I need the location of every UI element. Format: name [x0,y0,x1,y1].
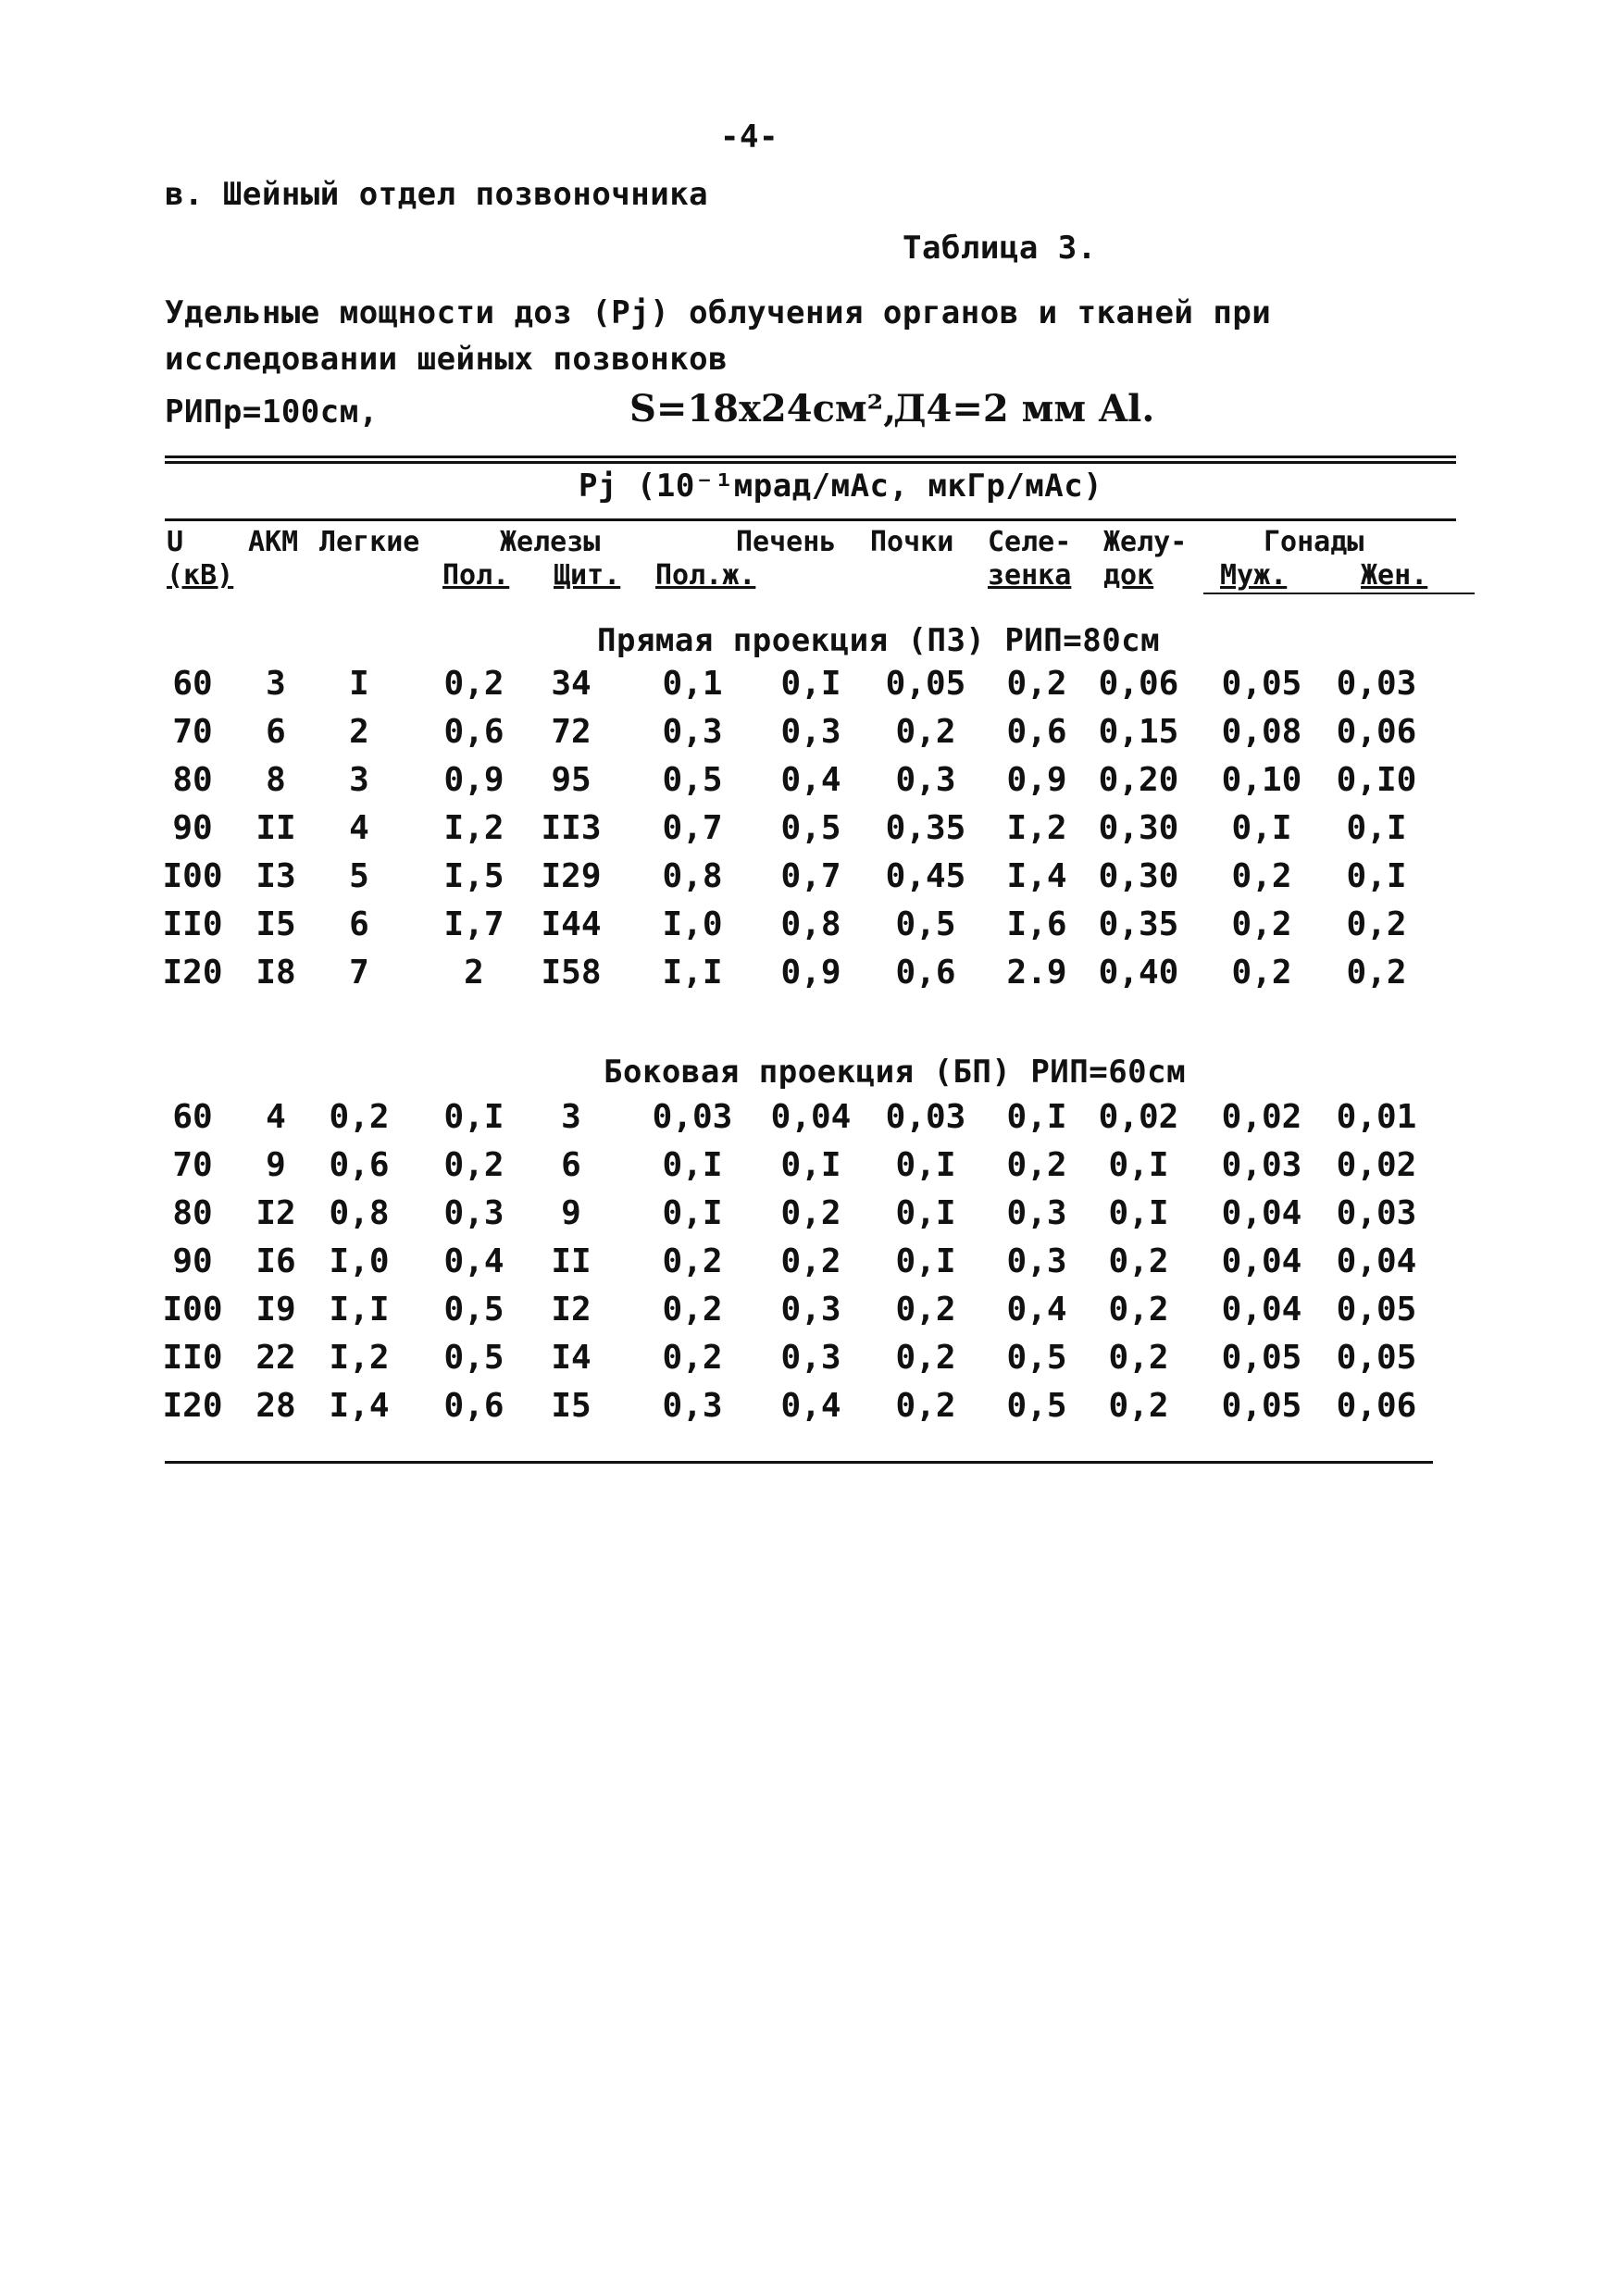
table-label: Таблица 3. [903,230,1097,267]
field-size-parameter: S=18x24см², [629,387,897,430]
table-cell: 0,I [1346,809,1407,847]
table-cell: I3 [255,857,296,895]
table-cell: 0,3 [895,761,956,799]
table-cell: 0,2 [780,1242,841,1280]
table-cell: 0,I [1108,1146,1169,1184]
table-cell: I29 [541,857,602,895]
table-cell: 0,06 [1336,1387,1417,1425]
table-cell: 0,2 [895,1291,956,1329]
table-cell: 0,05 [1336,1339,1417,1377]
table-cell: 0,2 [780,1194,841,1232]
table-cell: 0,40 [1098,954,1179,992]
table-cell: 0,I [780,665,841,703]
table-cell: 0,03 [1336,665,1417,703]
table-cell: 0,2 [662,1242,723,1280]
col-lungs: Легкие [319,526,420,558]
table-cell: 0,1 [662,665,723,703]
col-glands: Железы [500,526,601,558]
table-cell: 0,4 [780,761,841,799]
table-cell: 0,5 [662,761,723,799]
table-cell: 0,I [895,1194,956,1232]
table-cell: 0,4 [443,1242,504,1280]
table-cell: 70 [172,713,213,751]
col-akm: АКМ [248,526,299,558]
table-cell: 0,9 [1006,761,1067,799]
table-cell: I,0 [329,1242,390,1280]
table-cell: 0,35 [885,809,966,847]
table-cell: 0,05 [1221,665,1302,703]
table-cell: 80 [172,761,213,799]
table-cell: 0,I [1231,809,1292,847]
table-top-rule [165,455,1456,458]
table-cell: 0,2 [895,1339,956,1377]
table-cell: 0,02 [1221,1098,1302,1136]
table-cell: I00 [162,1291,223,1329]
table-cell: 0,6 [443,713,504,751]
table-cell: 0,5 [443,1339,504,1377]
col-stomach-2: док [1103,559,1154,592]
table-cell: 0,02 [1336,1146,1417,1184]
table-cell: I,2 [329,1339,390,1377]
table-cell: 2 [349,713,369,751]
table-cell: 22 [255,1339,296,1377]
table-cell: 0,7 [662,809,723,847]
table-cell: I,5 [443,857,504,895]
table-cell: I5 [255,905,296,943]
table-cell: 0,2 [1006,1146,1067,1184]
table-cell: 0,I [1006,1098,1067,1136]
table-cell: 0,5 [1006,1339,1067,1377]
table-cell: 72 [551,713,592,751]
col-kidneys: Почки [870,526,954,558]
table-cell: 0,30 [1098,809,1179,847]
table-cell: 0,3 [780,713,841,751]
col-gland-parathyroid: Пол.ж. [655,559,756,592]
table-cell: 0,02 [1098,1098,1179,1136]
table-bottom-rule [165,1461,1433,1464]
table-cell: 0,05 [885,665,966,703]
table-cell: 0,2 [1108,1387,1169,1425]
table-cell: I2 [551,1291,592,1329]
table-cell: 6 [349,905,369,943]
table-cell: 0,I [662,1146,723,1184]
table-cell: 95 [551,761,592,799]
table-cell: 0,3 [662,1387,723,1425]
col-liver: Печень [736,526,837,558]
table-cell: I,2 [1006,809,1067,847]
table-cell: 0,I [780,1146,841,1184]
ripr-parameter: РИПр=100см, [165,393,379,430]
table-cell: 0,2 [662,1339,723,1377]
table-cell: 0,5 [780,809,841,847]
table-cell: I,4 [1006,857,1067,895]
table-cell: 0,30 [1098,857,1179,895]
gonads-subrule [1203,593,1475,594]
table-cell: I5 [551,1387,592,1425]
table-cell: 0,35 [1098,905,1179,943]
table-cell: 0,2 [662,1291,723,1329]
table-cell: 0,03 [885,1098,966,1136]
table-cell: 0,05 [1221,1339,1302,1377]
table-cell: 0,45 [885,857,966,895]
col-gland-thyroid: Щит. [554,559,621,592]
table-cell: 90 [172,1242,213,1280]
table-cell: 80 [172,1194,213,1232]
table-cell: 0,04 [1221,1291,1302,1329]
table-cell: 0,15 [1098,713,1179,751]
table-cell: 0,8 [780,905,841,943]
table-cell: I4 [551,1339,592,1377]
table-cell: II0 [162,905,223,943]
table-cell: 0,05 [1221,1387,1302,1425]
table-cell: 0,03 [652,1098,733,1136]
table-cell: 0,04 [1221,1194,1302,1232]
table-cell: II0 [162,1339,223,1377]
col-spleen-2: зенка [988,559,1072,592]
table-cell: II [551,1242,592,1280]
col-u: U [167,526,184,558]
table-cell: 0,2 [443,1146,504,1184]
table-cell: 70 [172,1146,213,1184]
table-cell: I6 [255,1242,296,1280]
table-cell: 0,3 [1006,1242,1067,1280]
col-gonads-f: Жен. [1361,559,1428,592]
table-cell: 6 [561,1146,581,1184]
table-cell: 0,01 [1336,1098,1417,1136]
table-cell: 0,2 [1108,1339,1169,1377]
table-cell: II3 [541,809,602,847]
table-cell: 0,04 [1336,1242,1417,1280]
filter-parameter: Д4=2 мм Al. [893,387,1155,430]
table-cell: 0,04 [1221,1242,1302,1280]
section-title-pz: Прямая проекция (ПЗ) РИП=80см [597,622,1161,659]
table-cell: 2.9 [1006,954,1067,992]
table-cell: 0,06 [1098,665,1179,703]
table-cell: 0,3 [662,713,723,751]
section-heading: в. Шейный отдел позвоночника [165,176,709,213]
col-gonads-m: Муж. [1220,559,1288,592]
table-cell: 90 [172,809,213,847]
table-cell: 0,2 [1231,905,1292,943]
table-cell: I00 [162,857,223,895]
table-cell: I,I [329,1291,390,1329]
table-cell: I20 [162,954,223,992]
table-cell: 8 [266,761,286,799]
table-cell: 0,I [662,1194,723,1232]
table-cell: 0,5 [1006,1387,1067,1425]
table-cell: 0,2 [1346,954,1407,992]
table-cell: 0,6 [895,954,956,992]
table-cell: 3 [561,1098,581,1136]
table-cell: I2 [255,1194,296,1232]
table-cell: 4 [349,809,369,847]
table-cell: I,I [662,954,723,992]
table-cell: I,2 [443,809,504,847]
table-cell: 0,2 [329,1098,390,1136]
table-cell: 0,9 [780,954,841,992]
col-gland-sex: Пол. [442,559,510,592]
table-cell: 0,9 [443,761,504,799]
table-cell: 0,10 [1221,761,1302,799]
table-cell: 0,2 [1346,905,1407,943]
table-cell: 9 [266,1146,286,1184]
col-spleen: Селе- [988,526,1072,558]
table-cell: 0,6 [329,1146,390,1184]
table-cell: I44 [541,905,602,943]
table-cell: 4 [266,1098,286,1136]
table-cell: I [349,665,369,703]
table-cell: 28 [255,1387,296,1425]
table-cell: 0,I [895,1242,956,1280]
table-cell: 0,3 [780,1291,841,1329]
table-cell: I58 [541,954,602,992]
table-cell: 0,8 [329,1194,390,1232]
table-cell: I,6 [1006,905,1067,943]
col-gonads: Гонады [1264,526,1364,558]
table-cell: 0,5 [895,905,956,943]
table-cell: 3 [349,761,369,799]
table-cell: 0,2 [1108,1291,1169,1329]
table-cell: 0,2 [443,665,504,703]
table-cell: 0,I0 [1336,761,1417,799]
page-number: -4- [720,119,778,156]
table-cell: I,4 [329,1387,390,1425]
table-cell: 5 [349,857,369,895]
table-cell: 0,2 [895,1387,956,1425]
section-title-bp: Боковая проекция (БП) РИП=60см [604,1054,1187,1091]
table-cell: 7 [349,954,369,992]
table-cell: I,0 [662,905,723,943]
table-cell: 0,4 [780,1387,841,1425]
table-cell: 0,I [895,1146,956,1184]
table-cell: 0,6 [443,1387,504,1425]
table-cell: 0,8 [662,857,723,895]
col-u-unit: (кВ) [167,559,234,592]
col-stomach: Желу- [1103,526,1188,558]
table-cell: 0,08 [1221,713,1302,751]
caption-line-2: исследовании шейных позвонков [165,341,729,378]
caption-line-1: Удельные мощности доз (Pj) облучения органов и тканей при [165,294,1272,331]
table-cell: 0,5 [443,1291,504,1329]
table-cell: 0,4 [1006,1291,1067,1329]
table-cell: 0,03 [1221,1146,1302,1184]
table-cell: 0,6 [1006,713,1067,751]
table-cell: 0,20 [1098,761,1179,799]
table-cell: I9 [255,1291,296,1329]
table-cell: 0,7 [780,857,841,895]
table-cell: 2 [464,954,484,992]
table-cell: I20 [162,1387,223,1425]
table-cell: 9 [561,1194,581,1232]
table-cell: 0,06 [1336,713,1417,751]
units-rule [165,518,1456,521]
table-cell: 0,3 [780,1339,841,1377]
table-cell: 0,3 [443,1194,504,1232]
table-cell: 0,2 [1006,665,1067,703]
table-cell: 0,I [1108,1194,1169,1232]
table-cell: 60 [172,665,213,703]
table-cell: I8 [255,954,296,992]
table-top-rule-2 [165,461,1456,464]
table-cell: II [255,809,296,847]
table-cell: 60 [172,1098,213,1136]
table-cell: 34 [551,665,592,703]
table-cell: 0,04 [770,1098,852,1136]
table-cell: 0,3 [1006,1194,1067,1232]
table-cell: 0,05 [1336,1291,1417,1329]
table-cell: 0,I [1346,857,1407,895]
table-cell: 3 [266,665,286,703]
units-header: Pj (10⁻¹мрад/мАс, мкГр/мАс) [579,468,1103,505]
table-cell: 0,2 [1231,954,1292,992]
table-cell: 6 [266,713,286,751]
table-cell: 0,I [443,1098,504,1136]
table-cell: 0,2 [1231,857,1292,895]
table-cell: 0,03 [1336,1194,1417,1232]
table-cell: 0,2 [895,713,956,751]
table-cell: 0,2 [1108,1242,1169,1280]
table-cell: I,7 [443,905,504,943]
